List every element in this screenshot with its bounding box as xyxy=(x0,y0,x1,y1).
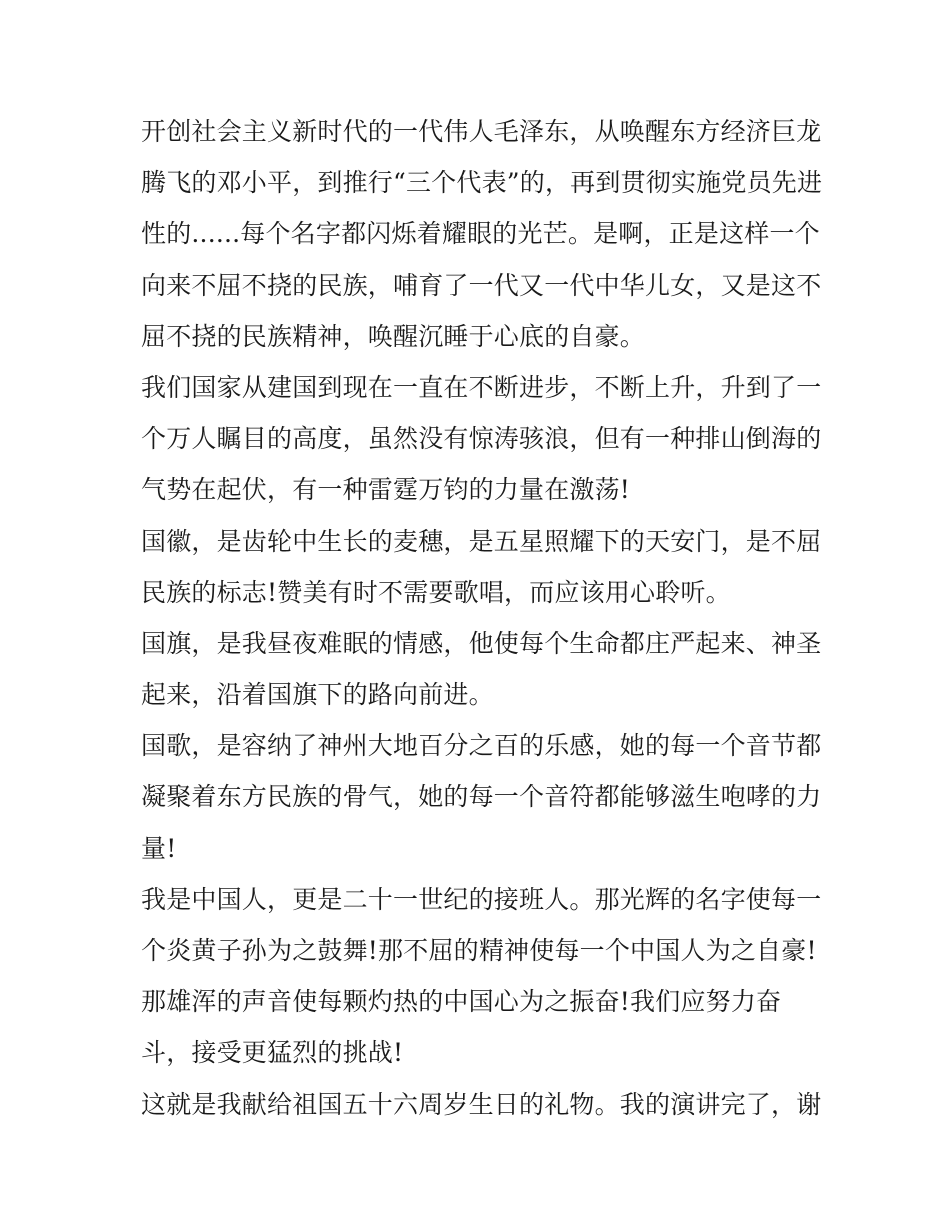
text-line: 斗，接受更猛烈的挑战! xyxy=(141,1038,404,1068)
text-line: 屈不挠的民族精神，唤醒沉睡于心底的自豪。 xyxy=(141,321,646,351)
text-line: 个炎黄子孙为之鼓舞!那不屈的精神使每一个中国人为之自豪! xyxy=(141,936,817,965)
text-line: 性的......每个名字都闪烁着耀眼的光芒。是啊，正是这样一个 xyxy=(141,219,820,249)
text-line: 国旗，是我昼夜难眠的情感，他使每个生命都庄严起来、神圣 xyxy=(141,628,822,658)
text-line: 凝聚着东方民族的骨气，她的每一个音符都能够滋生咆哮的力 xyxy=(141,782,822,812)
text-line: 国歌，是容纳了神州大地百分之百的乐感，她的每一个音节都 xyxy=(141,731,822,761)
text-line: 这就是我献给祖国五十六周岁生日的礼物。我的演讲完了，谢 xyxy=(141,1089,822,1119)
text-line: 向来不屈不挠的民族，哺育了一代又一代中华儿女，又是这不 xyxy=(141,270,822,300)
text-line: 民族的标志!赞美有时不需要歌唱，而应该用心聆听。 xyxy=(141,577,731,607)
text-line: 国徽，是齿轮中生长的麦穗，是五星照耀下的天安门，是不屈 xyxy=(141,526,822,556)
text-line: 个万人瞩目的高度，虽然没有惊涛骇浪，但有一种排山倒海的 xyxy=(141,424,822,454)
text-line: 我是中国人，更是二十一世纪的接班人。那光辉的名字使每一 xyxy=(141,884,822,914)
document-body xyxy=(141,106,821,1130)
text-line: 腾飞的邓小平，到推行“三个代表”的，再到贯彻实施党员先进 xyxy=(141,168,823,198)
text-line: 我们国家从建国到现在一直在不断进步，不断上升，升到了一 xyxy=(141,372,822,402)
text-line: 起来，沿着国旗下的路向前进。 xyxy=(141,680,494,710)
text-line: 开创社会主义新时代的一代伟人毛泽东，从唤醒东方经济巨龙 xyxy=(141,117,822,146)
text-line: 那雄浑的声音使每颗灼热的中国心为之振奋!我们应努力奋 xyxy=(141,987,782,1017)
text-line: 量! xyxy=(141,833,177,863)
text-line: 气势在起伏，有一种雷霆万钧的力量在激荡! xyxy=(141,475,631,505)
